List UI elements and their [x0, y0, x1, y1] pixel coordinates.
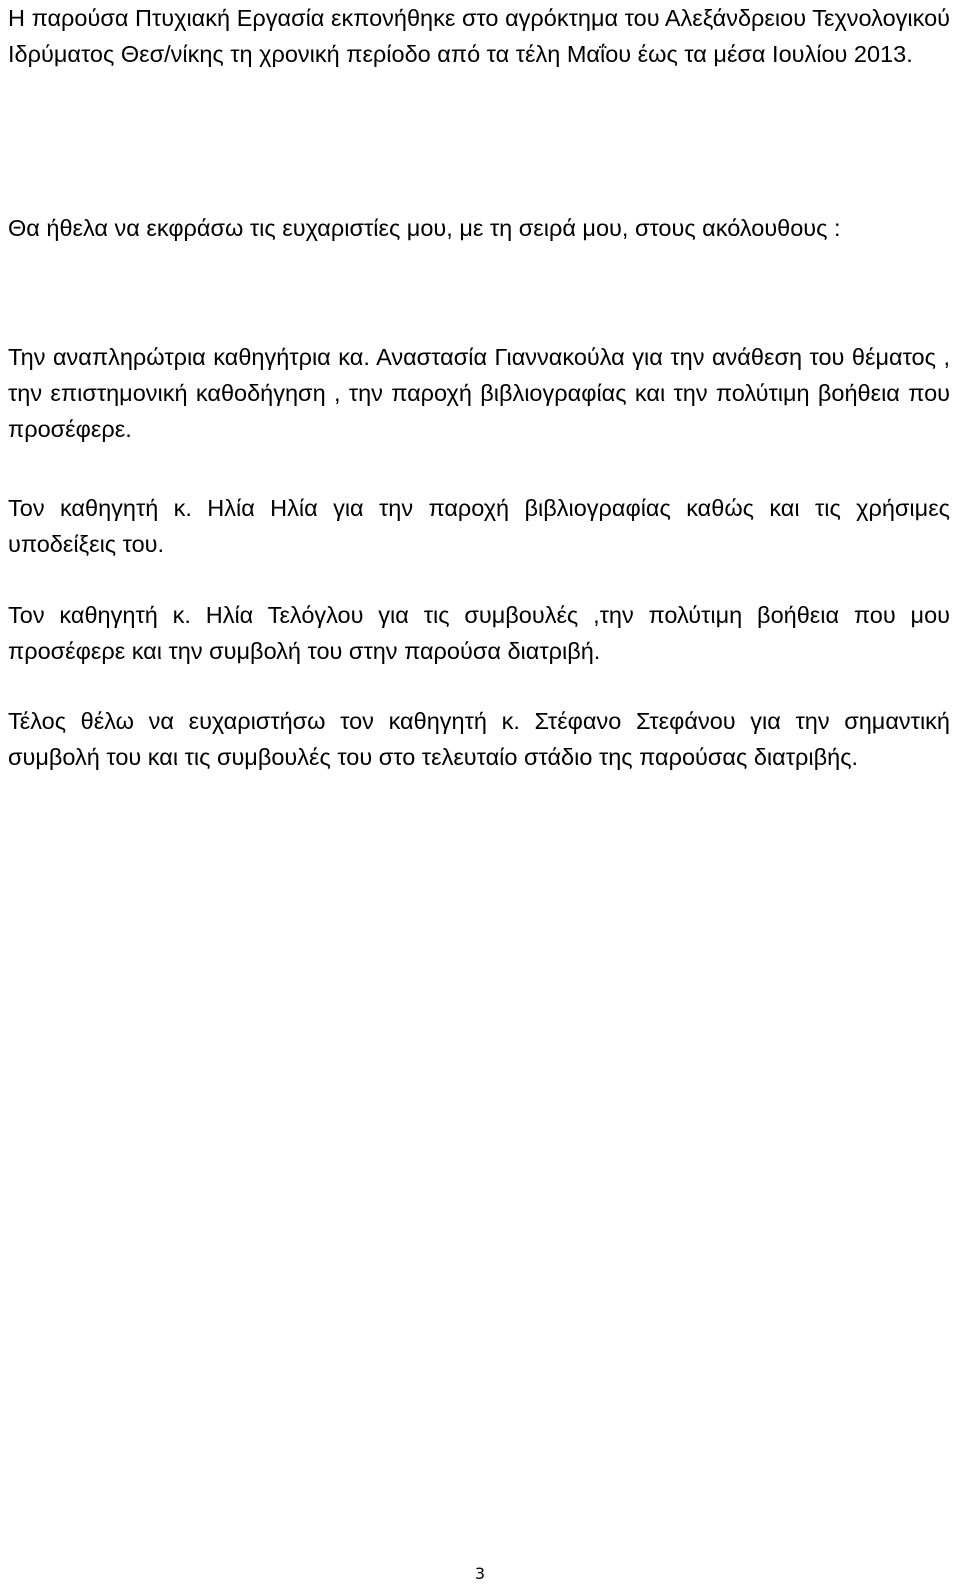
page-number: 3 — [474, 1564, 486, 1583]
paragraph-thanks-intro: Θα ήθελα να εκφράσω τις ευχαριστίες μου, με τη σειρά μου, στους ακόλουθους : — [8, 215, 841, 241]
paragraph-thanks-stefanou: Τέλος θέλω να ευχαριστήσω τον καθηγητή κ. Στέφανο Στεφάνου για την σημαντική συμβολή του και τις συμβουλές του στο τελευταίο στάδιο της παρούσας διατριβής. — [8, 708, 950, 770]
paragraph-thanks-ilia: Τον καθηγητή κ. Ηλία Ηλία για την παροχή βιβλιογραφίας καθώς και τις χρήσιμες υποδείξεις του. — [8, 495, 950, 557]
paragraph-thanks-giannakoula: Την αναπληρώτρια καθηγήτρια κα. Αναστασία Γιαννακούλα για την ανάθεση του θέματος , την επιστημονική καθοδήγηση , την παροχή βιβλιογραφίας και την πολύτιμη βοήθεια που προσέφερε. — [8, 344, 950, 442]
paragraph-thanks-teloglou: Τον καθηγητή κ. Ηλία Τελόγλου για τις συμβουλές ,την πολύτιμη βοήθεια που μου προσέφερε και την συμβολή του στην παρούσα διατριβή. — [8, 602, 950, 664]
paragraph-intro: Η παρούσα Πτυχιακή Εργασία εκπονήθηκε στο αγρόκτημα του Αλεξάνδρειου Τεχνολογικού Ιδρύματος Θεσ/νίκης τη χρονική περίοδο από τα τέλη Μαΐου έως τα μέσα Ιουλίου 2013. — [8, 5, 950, 67]
